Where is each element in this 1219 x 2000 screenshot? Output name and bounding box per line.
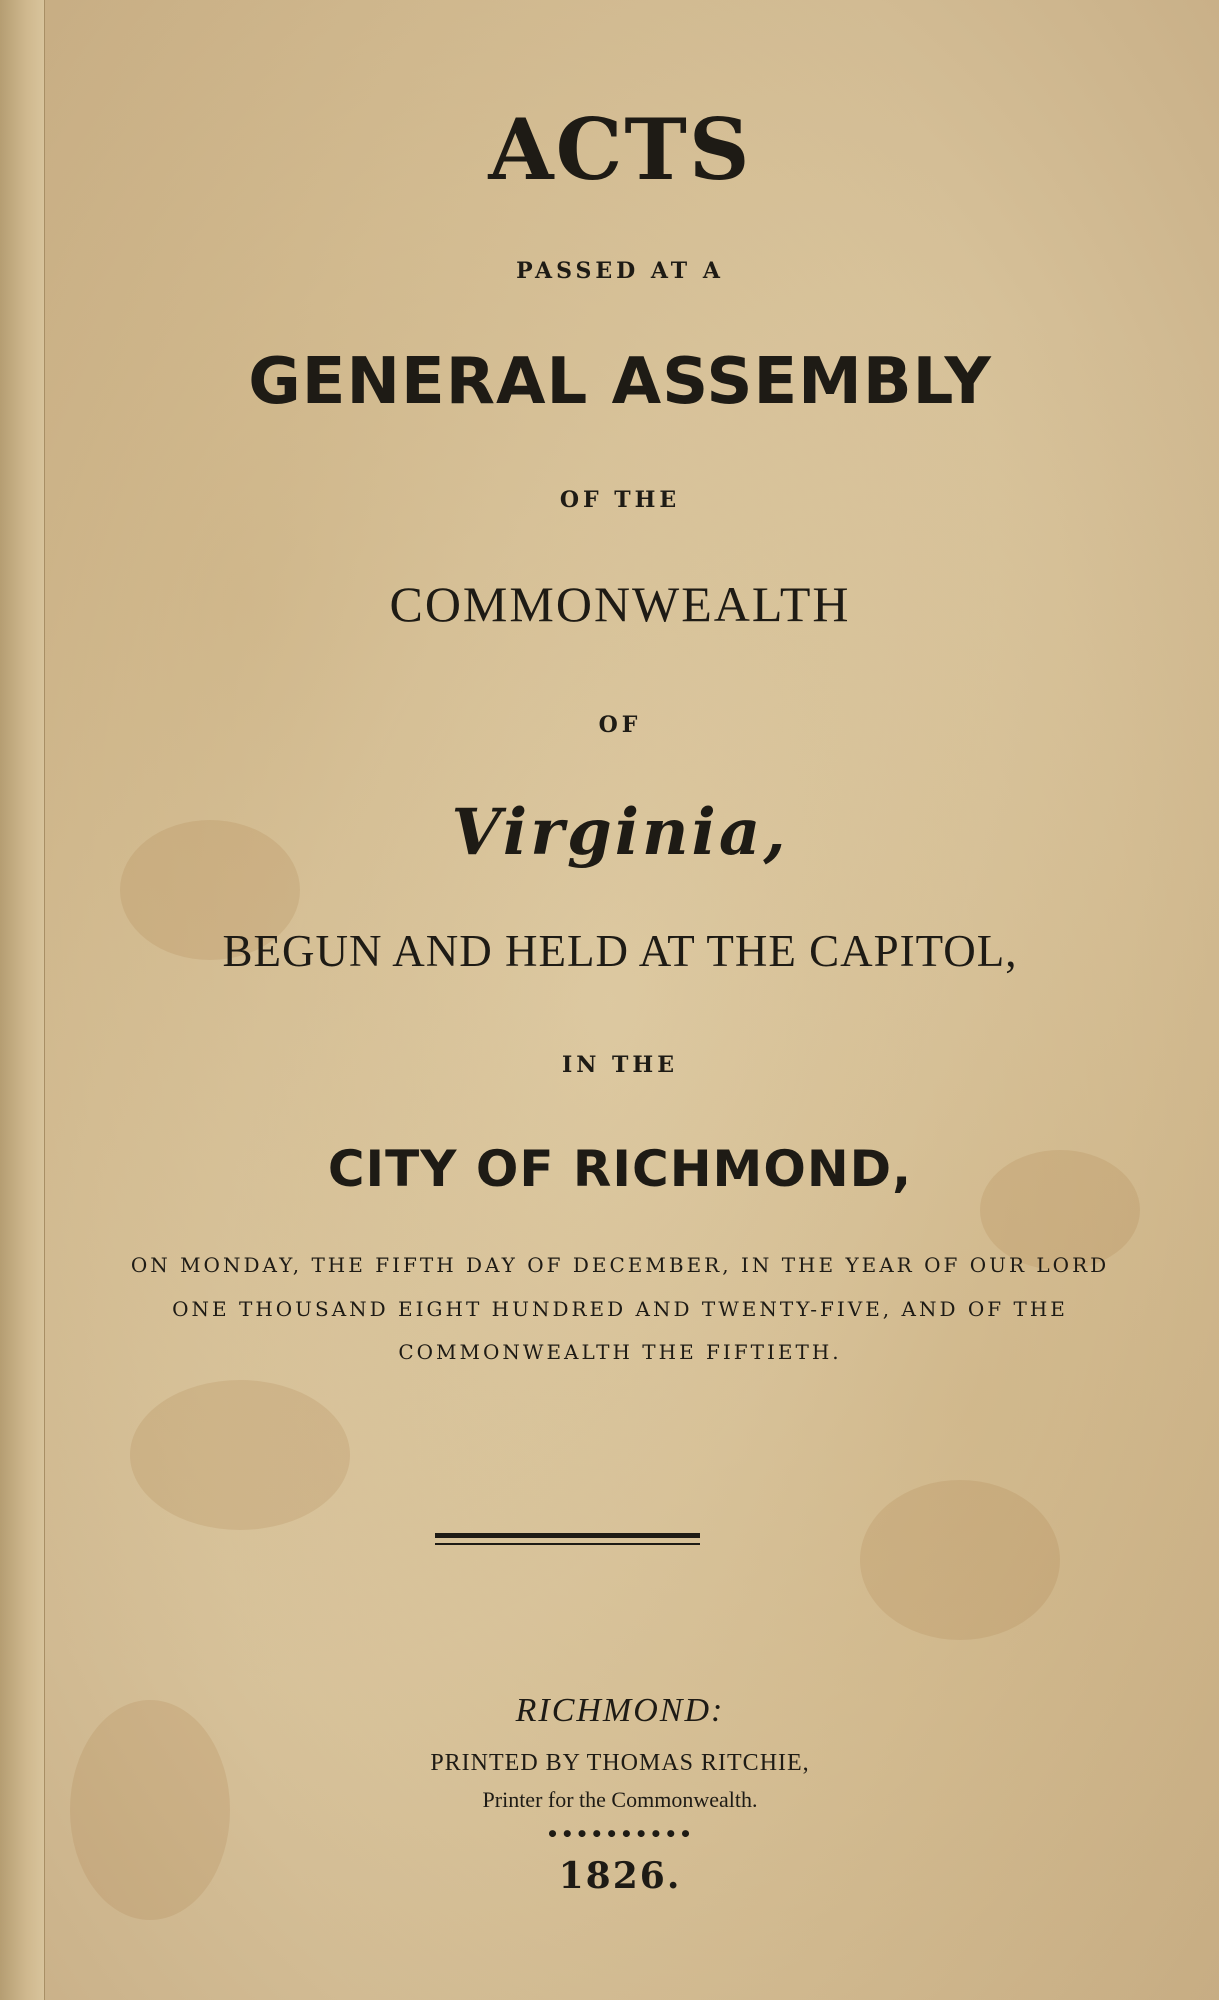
virginia-heading: Virginia,	[451, 795, 789, 870]
passed-at-a-text: PASSED AT A	[516, 258, 724, 284]
imprint-printer: PRINTED BY THOMAS RITCHIE,	[430, 1750, 810, 1776]
city-of-richmond-heading: CITY OF RICHMOND,	[327, 1140, 913, 1198]
of-the-text: OF THE	[559, 487, 681, 513]
session-date-line: COMMONWEALTH THE FIFTIETH.	[398, 1340, 842, 1364]
imprint-place: RICHMOND:	[515, 1692, 725, 1729]
book-gutter	[0, 0, 45, 2000]
session-date-line: ON MONDAY, THE FIFTH DAY OF DECEMBER, IN THE YEAR OF OUR LORD	[130, 1253, 1110, 1277]
imprint-year: 1826.	[558, 1855, 682, 1897]
commonwealth-heading: COMMONWEALTH	[389, 576, 851, 632]
title-acts: ACTS	[488, 100, 752, 199]
begun-and-held-text: BEGUN AND HELD AT THE CAPITOL,	[222, 926, 1018, 976]
dot-ornament: ••••••••••	[546, 1822, 694, 1846]
general-assembly-heading: GENERAL ASSEMBLY	[248, 345, 992, 419]
paper-stain	[130, 1380, 350, 1530]
in-the-text: IN THE	[562, 1052, 678, 1078]
session-date-line: ONE THOUSAND EIGHT HUNDRED AND TWENTY-FIVE, AND OF THE	[172, 1297, 1068, 1321]
imprint-printer-role: Printer for the Commonwealth.	[482, 1787, 758, 1812]
of-text: OF	[598, 712, 642, 738]
double-rule-divider	[435, 1533, 700, 1545]
paper-stain	[860, 1480, 1060, 1640]
